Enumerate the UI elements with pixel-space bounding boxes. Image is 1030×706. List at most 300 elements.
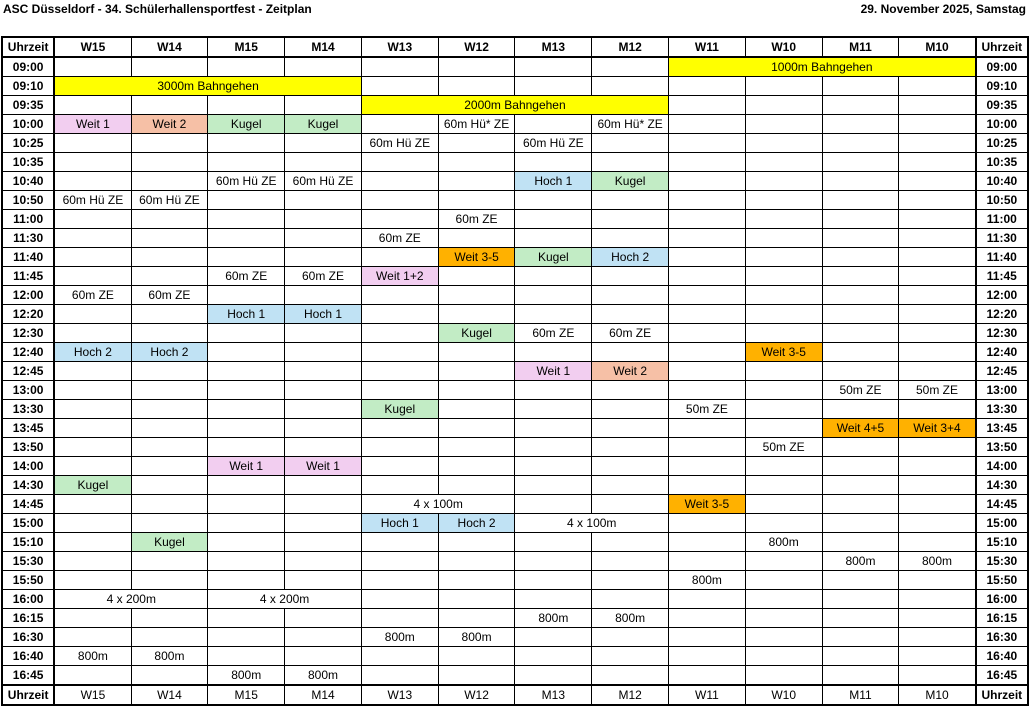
empty-cell <box>669 647 746 666</box>
empty-cell <box>54 571 131 590</box>
empty-cell <box>669 229 746 248</box>
empty-cell <box>285 153 362 172</box>
empty-cell <box>438 381 515 400</box>
empty-cell <box>822 210 899 229</box>
empty-cell <box>515 571 592 590</box>
empty-cell <box>592 590 669 609</box>
empty-cell <box>438 343 515 362</box>
empty-cell <box>208 343 285 362</box>
column-header-m11: M11 <box>822 685 899 705</box>
empty-cell <box>131 438 208 457</box>
empty-cell <box>208 153 285 172</box>
empty-cell <box>745 362 822 381</box>
event-cell: Hoch 2 <box>592 248 669 267</box>
empty-cell <box>745 476 822 495</box>
empty-cell <box>131 552 208 571</box>
table-row <box>2 476 1028 495</box>
time-column-header: Uhrzeit <box>2 37 54 57</box>
empty-cell <box>822 457 899 476</box>
event-cell: 3000m Bahngehen <box>54 77 361 96</box>
table-row <box>2 609 1028 628</box>
empty-cell <box>54 533 131 552</box>
empty-cell <box>899 153 976 172</box>
empty-cell <box>131 324 208 343</box>
empty-cell <box>54 267 131 286</box>
empty-cell <box>438 476 515 495</box>
empty-cell <box>131 666 208 686</box>
empty-cell <box>361 590 438 609</box>
time-cell: 09:35 <box>2 96 54 115</box>
empty-cell <box>361 191 438 210</box>
empty-cell <box>131 476 208 495</box>
time-cell: 11:30 <box>2 229 54 248</box>
empty-cell <box>745 419 822 438</box>
empty-cell <box>131 305 208 324</box>
empty-cell <box>592 191 669 210</box>
empty-cell <box>745 267 822 286</box>
time-cell: 15:00 <box>2 514 54 533</box>
event-cell: 4 x 100m <box>515 514 669 533</box>
empty-cell <box>745 210 822 229</box>
empty-cell <box>54 229 131 248</box>
empty-cell <box>361 609 438 628</box>
empty-cell <box>669 210 746 229</box>
empty-cell <box>54 514 131 533</box>
time-cell: 12:30 <box>976 324 1028 343</box>
time-cell: 10:50 <box>2 191 54 210</box>
event-cell: 800m <box>669 571 746 590</box>
empty-cell <box>131 419 208 438</box>
empty-cell <box>592 210 669 229</box>
empty-cell <box>592 457 669 476</box>
time-cell: 11:00 <box>976 210 1028 229</box>
table-row <box>2 666 1028 686</box>
empty-cell <box>208 248 285 267</box>
event-cell: 800m <box>515 609 592 628</box>
empty-cell <box>515 666 592 686</box>
empty-cell <box>899 267 976 286</box>
time-cell: 15:30 <box>976 552 1028 571</box>
empty-cell <box>285 248 362 267</box>
empty-cell <box>822 609 899 628</box>
empty-cell <box>822 628 899 647</box>
empty-cell <box>745 286 822 305</box>
empty-cell <box>54 457 131 476</box>
empty-cell <box>361 77 438 96</box>
empty-cell <box>208 324 285 343</box>
empty-cell <box>899 96 976 115</box>
empty-cell <box>438 191 515 210</box>
empty-cell <box>669 248 746 267</box>
empty-cell <box>131 172 208 191</box>
empty-cell <box>515 267 592 286</box>
table-row <box>2 286 1028 305</box>
empty-cell <box>669 628 746 647</box>
table-row <box>2 248 1028 267</box>
empty-cell <box>361 305 438 324</box>
time-cell: 15:10 <box>2 533 54 552</box>
empty-cell <box>745 552 822 571</box>
empty-cell <box>208 362 285 381</box>
empty-cell <box>361 438 438 457</box>
event-cell: 60m ZE <box>515 324 592 343</box>
event-cell: 800m <box>131 647 208 666</box>
empty-cell <box>208 647 285 666</box>
event-cell: 60m Hü* ZE <box>438 115 515 134</box>
empty-cell <box>54 400 131 419</box>
empty-cell <box>745 324 822 343</box>
empty-cell <box>285 229 362 248</box>
empty-cell <box>899 115 976 134</box>
empty-cell <box>208 476 285 495</box>
table-row <box>2 305 1028 324</box>
empty-cell <box>54 248 131 267</box>
empty-cell <box>745 381 822 400</box>
table-row <box>2 115 1028 134</box>
empty-cell <box>438 571 515 590</box>
empty-cell <box>515 495 592 514</box>
empty-cell <box>745 77 822 96</box>
column-header-m15: M15 <box>208 37 285 57</box>
event-cell: 60m ZE <box>54 286 131 305</box>
time-cell: 16:30 <box>976 628 1028 647</box>
time-cell: 10:50 <box>976 191 1028 210</box>
empty-cell <box>669 666 746 686</box>
table-row <box>2 57 1028 77</box>
event-cell: Weit 2 <box>592 362 669 381</box>
empty-cell <box>592 134 669 153</box>
event-cell: Kugel <box>361 400 438 419</box>
empty-cell <box>285 495 362 514</box>
empty-cell <box>822 533 899 552</box>
empty-cell <box>592 419 669 438</box>
time-cell: 11:45 <box>2 267 54 286</box>
empty-cell <box>131 153 208 172</box>
column-header-w10: W10 <box>745 37 822 57</box>
event-cell: Kugel <box>208 115 285 134</box>
column-header-w10: W10 <box>745 685 822 705</box>
empty-cell <box>669 286 746 305</box>
time-cell: 16:40 <box>976 647 1028 666</box>
time-cell: 12:40 <box>976 343 1028 362</box>
empty-cell <box>822 362 899 381</box>
empty-cell <box>822 666 899 686</box>
event-cell: Kugel <box>54 476 131 495</box>
empty-cell <box>822 324 899 343</box>
empty-cell <box>515 590 592 609</box>
empty-cell <box>285 609 362 628</box>
empty-cell <box>285 400 362 419</box>
event-cell: 800m <box>361 628 438 647</box>
empty-cell <box>285 286 362 305</box>
empty-cell <box>899 533 976 552</box>
empty-cell <box>822 476 899 495</box>
empty-cell <box>438 362 515 381</box>
time-cell: 16:40 <box>2 647 54 666</box>
empty-cell <box>822 267 899 286</box>
empty-cell <box>131 571 208 590</box>
empty-cell <box>285 647 362 666</box>
time-cell: 13:30 <box>976 400 1028 419</box>
time-cell: 16:45 <box>2 666 54 686</box>
event-cell: 60m Hü ZE <box>208 172 285 191</box>
table-row <box>2 324 1028 343</box>
time-cell: 16:45 <box>976 666 1028 686</box>
empty-cell <box>438 400 515 419</box>
time-cell: 12:00 <box>976 286 1028 305</box>
empty-cell <box>899 514 976 533</box>
empty-cell <box>131 495 208 514</box>
empty-cell <box>899 609 976 628</box>
table-row <box>2 134 1028 153</box>
event-cell: 4 x 100m <box>361 495 515 514</box>
empty-cell <box>822 191 899 210</box>
empty-cell <box>592 552 669 571</box>
empty-cell <box>592 305 669 324</box>
empty-cell <box>361 476 438 495</box>
empty-cell <box>361 286 438 305</box>
empty-cell <box>131 210 208 229</box>
event-cell: Hoch 2 <box>131 343 208 362</box>
time-cell: 16:00 <box>976 590 1028 609</box>
empty-cell <box>515 286 592 305</box>
empty-cell <box>745 172 822 191</box>
empty-cell <box>208 495 285 514</box>
empty-cell <box>438 590 515 609</box>
column-header-m13: M13 <box>515 685 592 705</box>
event-cell: Hoch 2 <box>54 343 131 362</box>
empty-cell <box>361 172 438 191</box>
empty-cell <box>208 609 285 628</box>
empty-cell <box>285 210 362 229</box>
empty-cell <box>592 476 669 495</box>
time-column-header: Uhrzeit <box>976 37 1028 57</box>
column-header-w12: W12 <box>438 37 515 57</box>
empty-cell <box>515 419 592 438</box>
event-cell: Weit 1 <box>285 457 362 476</box>
event-cell: Weit 1 <box>208 457 285 476</box>
empty-cell <box>208 628 285 647</box>
time-cell: 15:50 <box>976 571 1028 590</box>
event-cell: Kugel <box>131 533 208 552</box>
empty-cell <box>745 571 822 590</box>
empty-cell <box>54 210 131 229</box>
table-footer-row <box>2 685 1028 705</box>
empty-cell <box>515 381 592 400</box>
empty-cell <box>208 57 285 77</box>
time-cell: 15:10 <box>976 533 1028 552</box>
time-cell: 15:30 <box>2 552 54 571</box>
empty-cell <box>592 77 669 96</box>
time-cell: 16:15 <box>976 609 1028 628</box>
empty-cell <box>899 172 976 191</box>
empty-cell <box>438 57 515 77</box>
empty-cell <box>669 343 746 362</box>
event-cell: 800m <box>899 552 976 571</box>
empty-cell <box>361 343 438 362</box>
time-cell: 12:00 <box>2 286 54 305</box>
event-cell: 60m ZE <box>131 286 208 305</box>
empty-cell <box>899 362 976 381</box>
event-cell: 60m Hü ZE <box>515 134 592 153</box>
empty-cell <box>899 476 976 495</box>
time-cell: 16:30 <box>2 628 54 647</box>
empty-cell <box>669 514 746 533</box>
empty-cell <box>131 96 208 115</box>
time-cell: 13:00 <box>2 381 54 400</box>
empty-cell <box>285 134 362 153</box>
empty-cell <box>208 514 285 533</box>
column-header-m13: M13 <box>515 37 592 57</box>
empty-cell <box>669 115 746 134</box>
empty-cell <box>54 324 131 343</box>
empty-cell <box>54 438 131 457</box>
empty-cell <box>131 229 208 248</box>
empty-cell <box>822 400 899 419</box>
event-cell: Kugel <box>592 172 669 191</box>
time-cell: 10:00 <box>2 115 54 134</box>
empty-cell <box>361 324 438 343</box>
empty-cell <box>592 381 669 400</box>
empty-cell <box>669 419 746 438</box>
empty-cell <box>54 609 131 628</box>
empty-cell <box>515 457 592 476</box>
empty-cell <box>131 248 208 267</box>
table-row <box>2 514 1028 533</box>
empty-cell <box>899 495 976 514</box>
empty-cell <box>669 476 746 495</box>
empty-cell <box>669 267 746 286</box>
table-row <box>2 571 1028 590</box>
empty-cell <box>899 457 976 476</box>
column-header-w15: W15 <box>54 685 131 705</box>
event-cell: Weit 3+4 <box>899 419 976 438</box>
empty-cell <box>54 552 131 571</box>
empty-cell <box>438 153 515 172</box>
event-cell: Kugel <box>285 115 362 134</box>
event-cell: 60m ZE <box>208 267 285 286</box>
empty-cell <box>899 590 976 609</box>
event-cell: Kugel <box>438 324 515 343</box>
empty-cell <box>669 609 746 628</box>
event-cell: 50m ZE <box>822 381 899 400</box>
empty-cell <box>592 495 669 514</box>
event-cell: 4 x 200m <box>208 590 362 609</box>
empty-cell <box>515 305 592 324</box>
empty-cell <box>438 229 515 248</box>
empty-cell <box>822 571 899 590</box>
empty-cell <box>592 229 669 248</box>
empty-cell <box>899 324 976 343</box>
table-row <box>2 552 1028 571</box>
empty-cell <box>822 153 899 172</box>
empty-cell <box>131 57 208 77</box>
empty-cell <box>515 153 592 172</box>
empty-cell <box>515 57 592 77</box>
event-cell: 60m Hü ZE <box>54 191 131 210</box>
empty-cell <box>592 666 669 686</box>
table-row <box>2 419 1028 438</box>
empty-cell <box>208 533 285 552</box>
empty-cell <box>208 229 285 248</box>
empty-cell <box>361 115 438 134</box>
time-cell: 12:20 <box>976 305 1028 324</box>
empty-cell <box>438 609 515 628</box>
time-cell: 09:10 <box>976 77 1028 96</box>
table-row <box>2 628 1028 647</box>
empty-cell <box>822 343 899 362</box>
empty-cell <box>54 495 131 514</box>
event-cell: 60m Hü ZE <box>131 191 208 210</box>
empty-cell <box>54 96 131 115</box>
event-cell: 50m ZE <box>669 400 746 419</box>
column-header-m14: M14 <box>285 685 362 705</box>
event-cell: 1000m Bahngehen <box>669 57 976 77</box>
empty-cell <box>899 286 976 305</box>
time-column-header: Uhrzeit <box>976 685 1028 705</box>
empty-cell <box>361 571 438 590</box>
empty-cell <box>515 647 592 666</box>
empty-cell <box>899 343 976 362</box>
event-date: 29. November 2025, Samstag <box>860 2 1026 16</box>
event-cell: 50m ZE <box>745 438 822 457</box>
empty-cell <box>285 57 362 77</box>
empty-cell <box>285 533 362 552</box>
time-cell: 14:00 <box>976 457 1028 476</box>
time-cell: 14:30 <box>2 476 54 495</box>
empty-cell <box>515 628 592 647</box>
empty-cell <box>54 57 131 77</box>
table-row <box>2 267 1028 286</box>
empty-cell <box>285 552 362 571</box>
page-title: ASC Düsseldorf - 34. Schülerhallensportfest - Zeitplan <box>3 2 312 16</box>
event-cell: Hoch 1 <box>515 172 592 191</box>
event-cell: Hoch 1 <box>361 514 438 533</box>
time-cell: 14:00 <box>2 457 54 476</box>
table-row <box>2 438 1028 457</box>
empty-cell <box>54 305 131 324</box>
empty-cell <box>669 381 746 400</box>
empty-cell <box>822 495 899 514</box>
empty-cell <box>515 400 592 419</box>
empty-cell <box>361 647 438 666</box>
empty-cell <box>515 210 592 229</box>
empty-cell <box>54 362 131 381</box>
event-cell: 60m ZE <box>438 210 515 229</box>
empty-cell <box>822 590 899 609</box>
event-cell: 50m ZE <box>899 381 976 400</box>
event-cell: 2000m Bahngehen <box>361 96 668 115</box>
empty-cell <box>285 438 362 457</box>
column-header-m14: M14 <box>285 37 362 57</box>
time-cell: 15:00 <box>976 514 1028 533</box>
column-header-w15: W15 <box>54 37 131 57</box>
empty-cell <box>438 267 515 286</box>
empty-cell <box>899 647 976 666</box>
time-cell: 12:40 <box>2 343 54 362</box>
empty-cell <box>361 552 438 571</box>
empty-cell <box>285 381 362 400</box>
empty-cell <box>361 362 438 381</box>
table-row <box>2 590 1028 609</box>
empty-cell <box>899 210 976 229</box>
time-cell: 12:20 <box>2 305 54 324</box>
empty-cell <box>745 153 822 172</box>
empty-cell <box>669 153 746 172</box>
empty-cell <box>745 495 822 514</box>
column-header-w13: W13 <box>361 37 438 57</box>
empty-cell <box>515 476 592 495</box>
